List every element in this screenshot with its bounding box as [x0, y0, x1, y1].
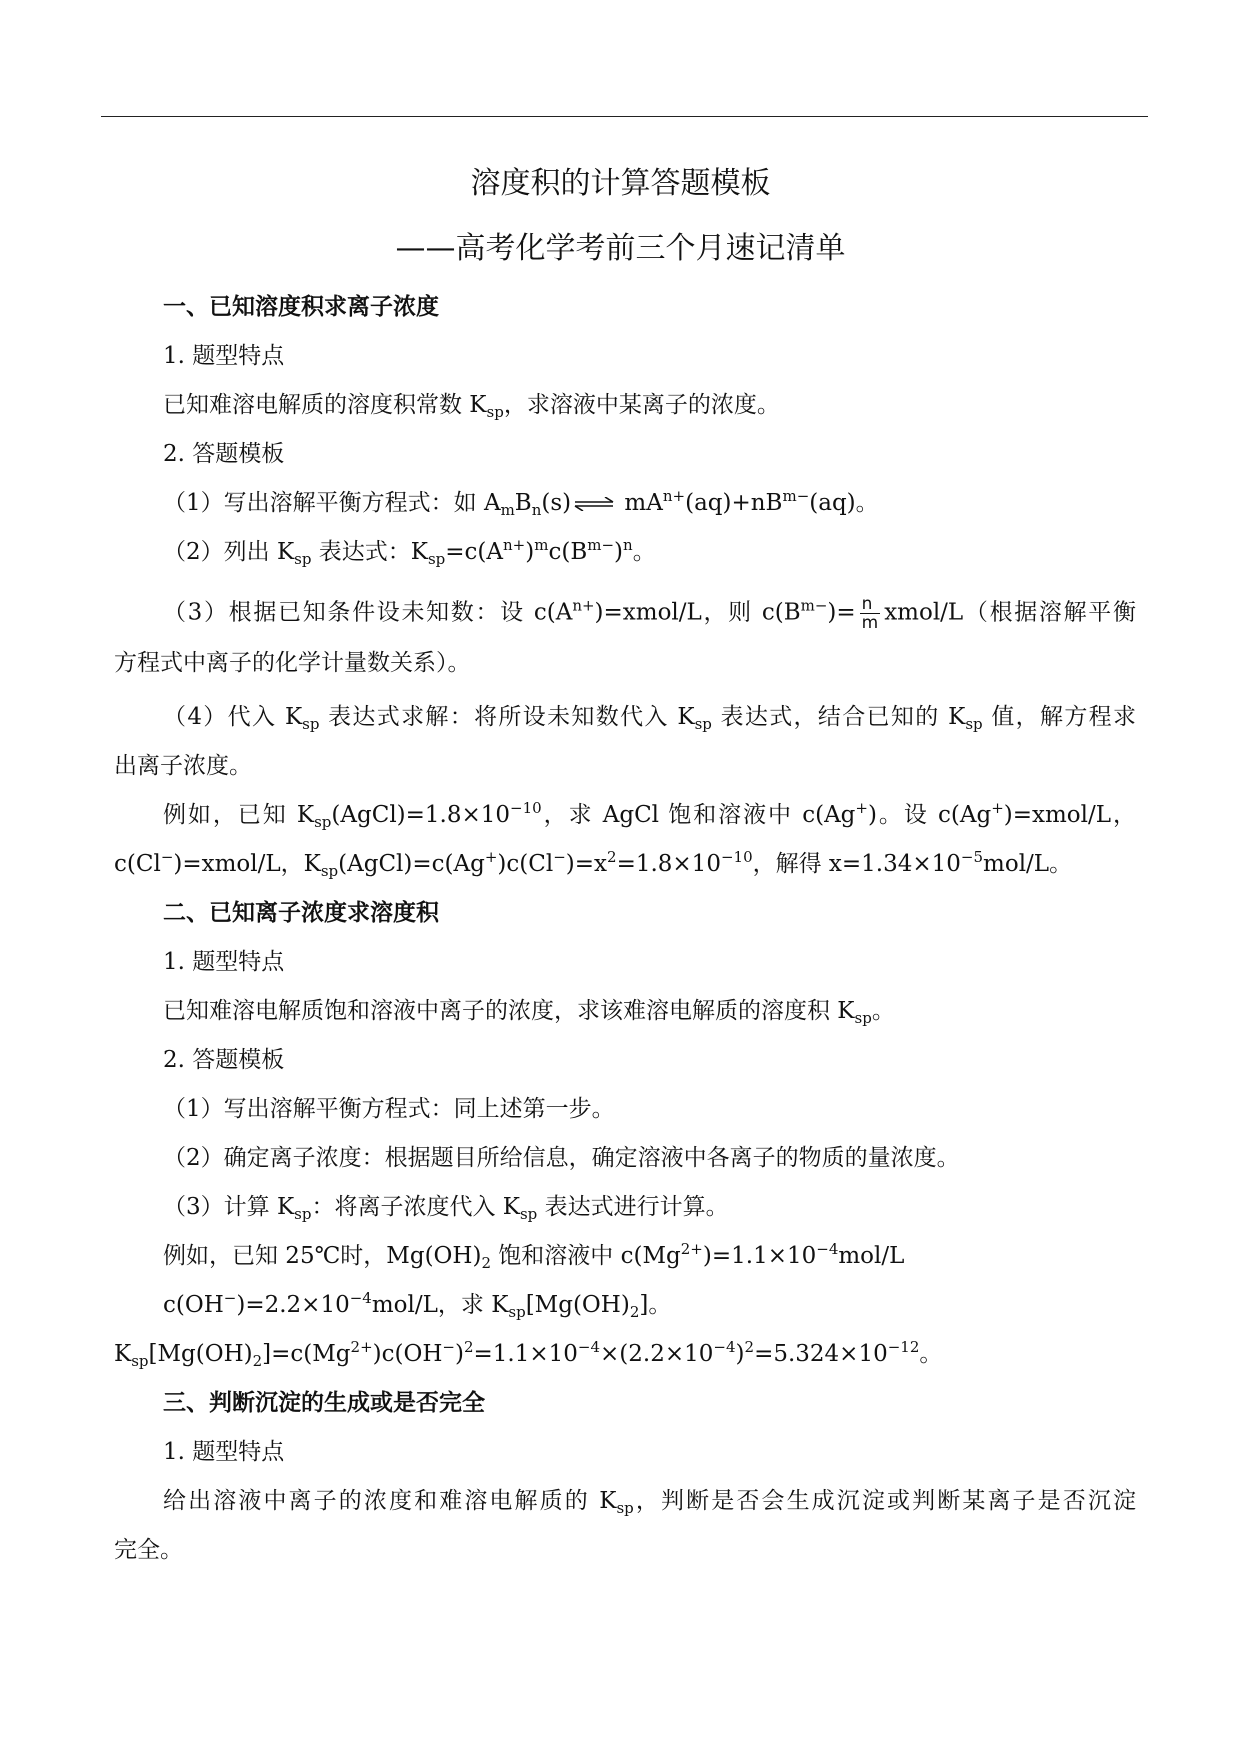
section-1-step-1: （1）写出溶解平衡方程式：如 $A_mB_n(s)$ $mA^{n+}(aq)+nB^{m-}(aq)$。	[163, 487, 879, 519]
section-2-feature-label: 1. 题型特点	[163, 949, 285, 975]
section-2-example-line-1: 例如，已知 25℃时，$Mg(OH)_2$ 饱和溶液中 $c(Mg^{2+})=1.1\times 10^{-4}mol/L$	[163, 1240, 905, 1272]
section-1-step-2: （2）列出 $K_{sp}$ 表达式：$K_{sp}=c(A^{n+})^mc(B^{m-})^n$。	[163, 536, 656, 568]
section-3-feature-line-1: 给出溶液中离子的浓度和难溶电解质的 $K_{sp}$，判断是否会生成沉淀或判断某离子是否沉淀	[163, 1488, 1137, 1517]
section-1-template-label: 2. 答题模板	[163, 441, 285, 467]
document-subtitle: ——高考化学考前三个月速记清单	[395, 231, 846, 266]
section-2-step-3: （3）计算 $K_{sp}$：将离子浓度代入 $K_{sp}$ 表达式进行计算。	[163, 1194, 729, 1223]
section-1-step-4-line-2: 出离子浓度。	[114, 753, 252, 779]
section-3-feature-line-2: 完全。	[114, 1537, 183, 1563]
section-2-step-2: （2）确定离子浓度：根据题目所给信息，确定溶液中各离子的物质的量浓度。	[163, 1145, 960, 1171]
fraction-n-over-m: $\frac{n}{m}$	[861, 594, 879, 633]
header-rule	[101, 116, 1148, 117]
section-1-feature-label: 1. 题型特点	[163, 343, 285, 369]
section-3-feature-label: 1. 题型特点	[163, 1439, 285, 1465]
section-2-feature-text: 已知难溶电解质饱和溶液中离子的浓度，求该难溶电解质的溶度积 $K_{sp}$。	[163, 998, 895, 1027]
document-title: 溶度积的计算答题模板	[470, 166, 771, 201]
section-1-heading: 一、已知溶度积求离子浓度	[163, 293, 439, 320]
equilibrium-arrow-icon	[573, 497, 615, 511]
section-2-heading: 二、已知离子浓度求溶度积	[163, 899, 439, 926]
section-1-step-4-line-1: （4）代入 $K_{sp}$ 表达式求解：将所设未知数代入 $K_{sp}$ 表达式，结合已知的 $K_{sp}$ 值，解方程求	[163, 704, 1136, 733]
section-1-step-3-line-1: （3）根据已知条件设未知数：设 $c(A^{n+})=xmol/L$，则 $c(B^{m-})=$ $\frac{n}{m}$ xmol/L（根据溶解平衡	[163, 594, 1136, 633]
section-1-feature-text: 已知难溶电解质的溶度积常数 $K_{sp}$，求溶液中某离子的浓度。	[163, 392, 780, 421]
section-2-template-label: 2. 答题模板	[163, 1047, 285, 1073]
section-2-example-line-2: $c(OH^-)=2.2\times 10^{-4}mol/L$，求 $K_{sp}[Mg(OH)_2]$。	[163, 1289, 672, 1321]
section-1-step-3-line-2: 方程式中离子的化学计量数关系）。	[114, 650, 471, 676]
section-3-heading: 三、判断沉淀的生成或是否完全	[163, 1389, 485, 1416]
section-1-example-line-2: c(Cl−)=xmol/L，$K_{sp}(AgCl)=c(Ag^+)c(Cl^-)=x^2=1.8\times 10^{-10}$，解得 $x=1.34\times 10^{-5}mol/L$。	[114, 848, 1073, 880]
section-1-example-line-1: 例如，已知 $K_{sp}(AgCl)=1.8\times 10^{-10}$，求 AgCl 饱和溶液中 c(Ag+)。设 c(Ag+)=xmol/L，	[163, 799, 1136, 831]
section-2-example-line-3: $K_{sp}[Mg(OH)_2]=c(Mg^{2+})c(OH^-)^2=1.1\times 10^{-4}\times(2.2\times 10^{-4})^2=5.324\times 10^{-12}$。	[114, 1338, 943, 1370]
section-2-step-1: （1）写出溶解平衡方程式：同上述第一步。	[163, 1096, 615, 1122]
